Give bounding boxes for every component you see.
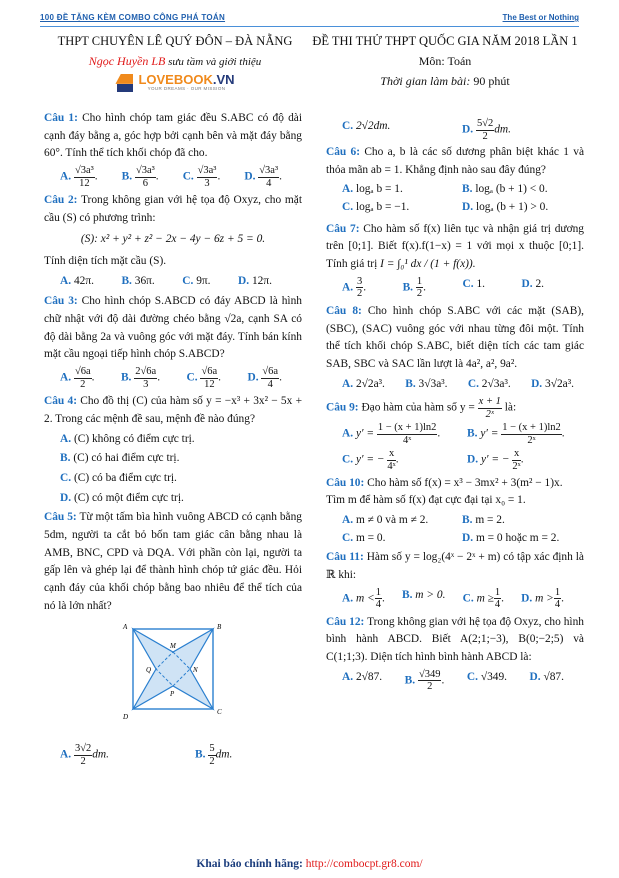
option-a[interactable]: A. $\frac{3}{2}$ .	[342, 275, 367, 300]
option-c[interactable]: C. 9π.	[182, 274, 211, 287]
option-d[interactable]: D. 12π.	[238, 274, 272, 287]
header-left	[40, 32, 310, 92]
option-c[interactable]: C. logₐ b = −1.	[342, 201, 410, 214]
option-c[interactable]: C. m ≥ $\frac{1}{4}$ .	[462, 586, 504, 611]
duration	[310, 72, 580, 91]
label-c: C	[217, 708, 222, 717]
question-text: Hàm số y = log₂(4ˣ − 2ˣ + m) có tập xác định là ℝ khi:	[326, 551, 584, 581]
question-8-options	[326, 376, 584, 394]
school-name: THPT CHUYÊN LÊ QUÝ ĐÔN – ĐÀ NẴNG	[57, 34, 293, 48]
question-5-options-ab	[44, 743, 302, 767]
option-d[interactable]: D. m > $\frac{1}{4}$ .	[521, 586, 564, 611]
question-6	[326, 144, 584, 179]
question-label: Câu 6:	[326, 146, 361, 159]
question-11	[326, 549, 584, 584]
option-b[interactable]: B. $\frac{2√6a}{3}$ .	[120, 366, 161, 390]
square-cutout-figure	[113, 619, 233, 739]
question-label: Câu 8:	[326, 304, 362, 317]
option-d[interactable]: D. logₐ (b + 1) > 0.	[462, 201, 549, 214]
question-text-2: Tìm m để hàm số f(x) đạt cực đại tại x₀ = 1.	[326, 494, 526, 507]
question-label: Câu 12:	[326, 615, 365, 628]
question-text: Cho hàm số f(x) = x³ − 3mx² + 3(m² − 1)x.	[367, 476, 563, 489]
label-q: Q	[146, 666, 152, 675]
option-d[interactable]: D. 2.	[521, 277, 544, 290]
option-d[interactable]: D. $\frac{5√2}{2}$ dm.	[462, 118, 511, 142]
option-d[interactable]: D. 3√2a³.	[531, 377, 574, 390]
question-8	[326, 303, 584, 374]
duration-value: 90 phút	[473, 73, 510, 88]
option-c[interactable]: C. (C) có ba điểm cực trị.	[60, 471, 177, 484]
slogan: The Best or Nothing	[502, 13, 579, 22]
question-text: Cho a, b là các số dương phân biệt khác 1 và thỏa mãn ab = 1. Khẳng định nào sau đây đúng?	[326, 146, 584, 176]
exam-title: ĐỀ THI THỬ THPT QUỐC GIA NĂM 2018 LẦN 1	[312, 34, 578, 48]
option-d[interactable]: D. (C) có một điểm cực trị.	[60, 491, 184, 504]
option-d[interactable]: D. $\frac{\text{√3a³}}{4}$ .	[244, 165, 282, 189]
subject: Môn: Toán	[418, 54, 472, 69]
question-10	[326, 475, 584, 510]
label-d: D	[123, 713, 129, 722]
option-b[interactable]: B. y′ = $\frac{1 - (x + 1)\ln 2}{\text{2ˣ}}$ .	[467, 422, 565, 446]
question-text: Cho hình chóp S.ABCD có đáy ABCD là hình chữ nhật với độ dài đường chéo bằng √2a, cạnh SA có độ dài bằng 2a và vuông góc với mặt đáy. Tính bán kính mặt cầu ngoại tiếp hình chóp S.ABCD?	[44, 295, 302, 361]
question-label: Câu 1:	[44, 112, 78, 124]
logo-text: LOVEBOOK	[138, 72, 213, 88]
question-label: Câu 7:	[326, 222, 360, 235]
option-b[interactable]: B. $\frac{5}{2}$ dm.	[195, 743, 233, 767]
label-b: B	[217, 623, 222, 632]
footer-label: Khai báo chính hãng:	[196, 858, 303, 870]
collector-name: Ngọc Huyền LB	[88, 54, 166, 69]
question-7-options	[326, 276, 584, 300]
question-5-options-cd	[326, 118, 584, 142]
option-a[interactable]: A. m ≠ 0 và m ≠ 2.	[342, 513, 429, 526]
question-label: Câu 5:	[44, 511, 77, 524]
option-a[interactable]: A. logₐ b = 1.	[342, 183, 403, 196]
question-6-options	[326, 181, 584, 216]
option-a[interactable]: A. $\frac{\text{√3a³}}{12}$ .	[60, 165, 98, 189]
question-12-options	[326, 669, 584, 693]
option-c[interactable]: C. y′ = − $\frac{x}{\text{4ˣ}}$ .	[342, 448, 399, 472]
lovebook-logo	[40, 73, 310, 92]
question-label: Câu 3:	[44, 295, 78, 308]
option-a[interactable]: A. y′ = $\frac{1 - (x + 1)\ln 2}{\text{4ˣ}}$ .	[342, 422, 441, 446]
option-b[interactable]: B. 3√3a³.	[405, 377, 448, 390]
option-a[interactable]: A. $\frac{√6a}{2}$ .	[60, 366, 95, 390]
footer	[0, 856, 619, 874]
collector-suffix: sưu tầm và giới thiệu	[168, 56, 262, 69]
question-11-options	[326, 587, 584, 611]
option-a[interactable]: A. m < $\frac{1}{4}$ .	[342, 586, 385, 611]
question-4	[44, 393, 302, 428]
question-text: Cho hình chóp S.ABC với các mặt (SAB), (SBC), (SAC) vuông góc với nhau từng đôi một. Tính thể tích khối chóp S.ABC, biết diện tích các tam giác SAB, SBC và SAC lần lượt là 4a², a², 9a².	[326, 304, 584, 370]
question-text: Cho đồ thị (C) của hàm số y = −x³ + 3x² − 5x + 2. Trong các mệnh đề sau, mệnh đề nào đúng?	[44, 395, 302, 425]
option-b[interactable]: B. $\frac{\text{√3a³}}{6}$ .	[121, 165, 159, 189]
question-text: Cho hình chóp tam giác đều S.ABC có độ dài cạnh đáy bằng a, góc hợp bởi cạnh bên và mặt đáy bằng 60°. Tính thể tích khối chóp đã cho.	[44, 112, 302, 160]
question-12	[326, 614, 584, 667]
question-5	[44, 509, 302, 615]
question-text: Từ một tấm bìa hình vuông ABCD có cạnh bằng 5dm, người ta cắt bỏ bốn tam giác cân bằng nhau là AMB, BNC, CPD và DQA. Với phần còn lại, người ta gấp lên và ghép lại để thành hình chóp tứ giác đều. Hỏi cạnh đáy của khối chóp bằng bao nhiêu để thể tích của nó là lớn nhất?	[44, 511, 302, 612]
duration-label: Thời gian làm bài:	[380, 73, 471, 88]
label-n: N	[193, 666, 198, 675]
question-10-options	[326, 512, 584, 547]
option-c[interactable]: C. 1.	[462, 277, 485, 290]
option-b[interactable]: B. $\frac{√349}{2}$ .	[404, 668, 445, 693]
header-right	[310, 32, 580, 91]
question-text: Cho hàm số f(x) liên tục và nhận giá trị dương trên [0;1]. Biết f(x).f(1−x) = 1 với mọi x thuộc [0;1]. Tính giá trị	[326, 222, 584, 271]
option-a[interactable]: A. (C) không có điểm cực trị.	[60, 432, 195, 445]
question-1	[44, 110, 302, 163]
question-label: Câu 10:	[326, 476, 365, 489]
question-label: Câu 2:	[44, 194, 78, 207]
option-d[interactable]: D. √87.	[529, 670, 564, 683]
option-a[interactable]: A. $\frac{3√2}{2}$ dm.	[60, 743, 109, 767]
label-p: P	[170, 690, 175, 699]
option-c[interactable]: C. 2√3a³.	[467, 377, 511, 390]
series-title: 100 ĐỀ TẶNG KÈM COMBO CÔNG PHÁ TOÁN	[40, 13, 226, 22]
integral: I = ∫₀¹ dx / (1 + f(x)).	[380, 258, 476, 271]
question-label: Câu 9:	[326, 401, 359, 414]
question-3-options	[44, 366, 302, 390]
question-text: Trong không gian với hệ tọa độ Oxyz, cho hình bình hành ABCD. Biết A(2;1;−3), B(0;−2;5) và C(1;1;3). Diện tích hình bình hành ABCD là:	[326, 615, 584, 663]
option-b[interactable]: B. m > 0.	[401, 588, 446, 601]
question-text-2: Tính diện tích mặt cầu (S).	[44, 255, 167, 268]
option-d[interactable]: D. $\frac{√6a}{4}$ .	[247, 366, 282, 390]
right-column	[326, 116, 584, 696]
option-b[interactable]: B. $\frac{1}{2}$ .	[402, 275, 426, 300]
option-b[interactable]: B. logₐ (b + 1) < 0.	[462, 183, 548, 196]
question-text: Trong không gian với hệ tọa độ Oxyz, cho mặt cầu (S) có phương trình:	[44, 194, 302, 224]
option-c[interactable]: C. $\frac{\text{√3a³}}{3}$ .	[182, 165, 221, 189]
option-b[interactable]: B. 36π.	[121, 274, 155, 287]
question-2	[44, 192, 302, 271]
option-c[interactable]: C. 2√2dm.	[342, 120, 391, 132]
label-a: A	[123, 623, 128, 632]
option-c[interactable]: C. √349.	[466, 670, 507, 683]
question-label: Câu 4:	[44, 395, 77, 408]
option-c[interactable]: C. $\frac{√6a}{12}$ .	[186, 366, 222, 390]
label-m: M	[170, 642, 176, 651]
book-logo-icon	[115, 74, 135, 92]
question-9-options	[326, 422, 584, 472]
footer-link[interactable]: http://combocpt.gr8.com/	[305, 858, 423, 870]
option-a[interactable]: A. 42π.	[60, 274, 94, 287]
running-header	[40, 10, 579, 27]
logo-domain: .VN	[212, 72, 235, 88]
question-2-options	[44, 273, 302, 291]
option-b[interactable]: B. m = 2.	[462, 513, 505, 526]
option-d[interactable]: D. m = 0 hoặc m = 2.	[462, 531, 560, 544]
logo-tagline: YOUR DREAMS · OUR MISSION	[147, 86, 226, 92]
option-b[interactable]: B. (C) có hai điểm cực trị.	[60, 452, 180, 465]
question-7	[326, 221, 584, 274]
equation: (S): x² + y² + z² − 2x − 4y − 6z + 5 = 0.	[80, 233, 266, 246]
option-a[interactable]: A. 2√2a³.	[342, 377, 385, 390]
left-column	[44, 110, 302, 769]
question-text: Đạo hàm của hàm số y =	[361, 401, 475, 414]
question-9: Câu 9: Đạo hàm của hàm số y = $\frac{x + 1}{\text{2ˣ}}$ là:	[326, 396, 517, 420]
question-label: Câu 11:	[326, 551, 364, 564]
question-1-options	[44, 165, 302, 189]
question-3	[44, 293, 302, 364]
collector-line	[40, 52, 310, 71]
option-a[interactable]: A. 2√87.	[342, 670, 383, 683]
option-c[interactable]: C. m = 0.	[342, 531, 386, 544]
option-d[interactable]: D. y′ = − $\frac{x}{\text{2ˣ}}$ .	[467, 448, 524, 472]
